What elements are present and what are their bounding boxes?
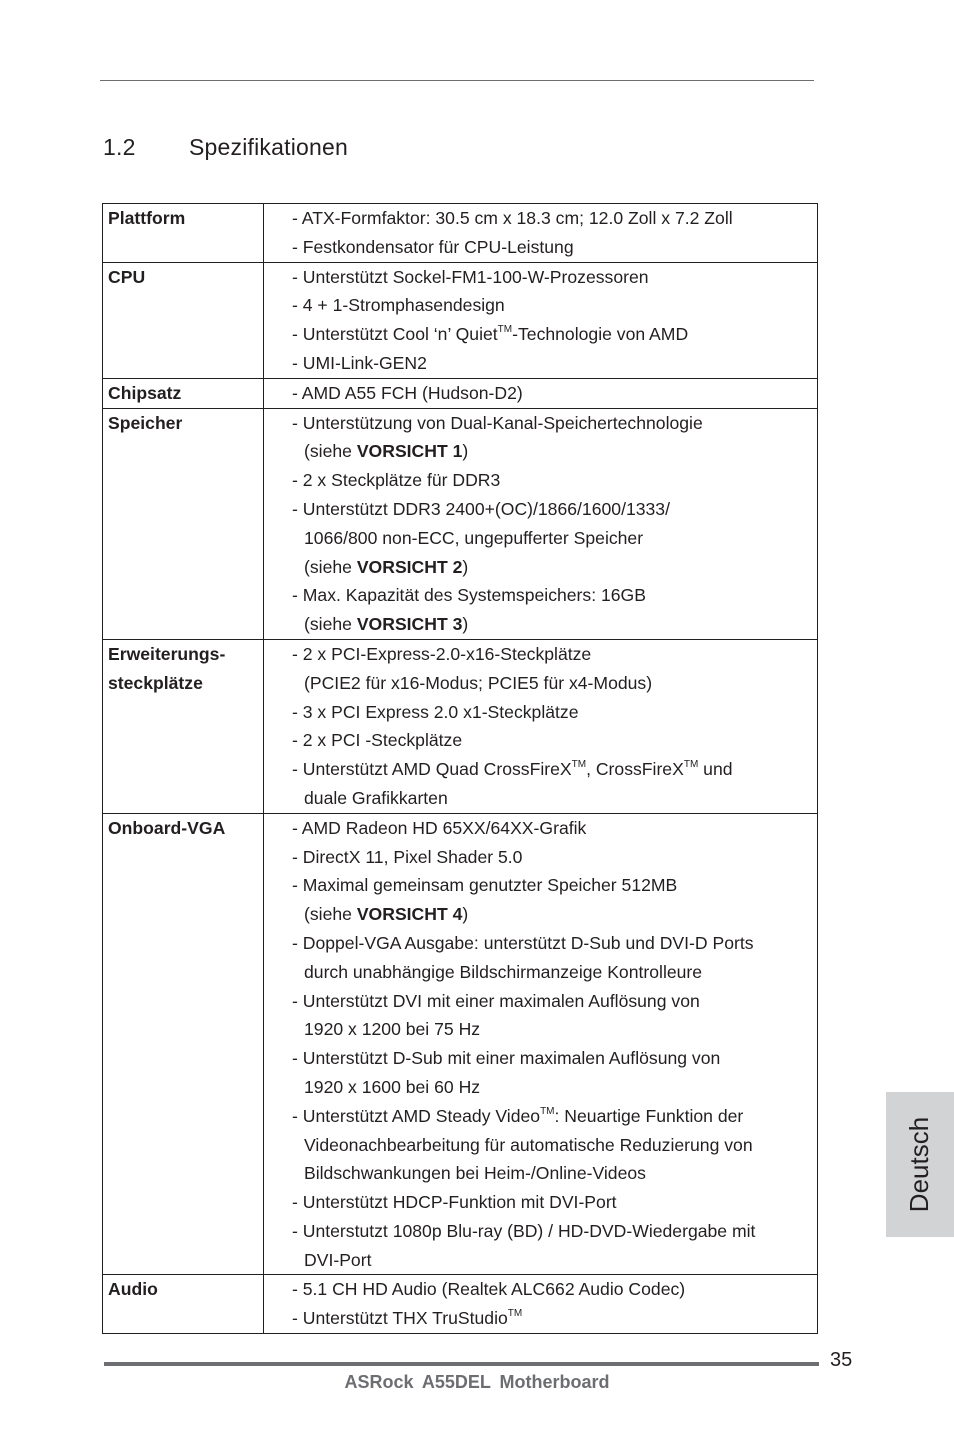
spec-value-line: - 2 x PCI -Steckplätze bbox=[292, 730, 463, 751]
language-tab bbox=[886, 1092, 954, 1237]
spec-value-line: (siehe VORSICHT 2) bbox=[304, 556, 469, 577]
spec-value-line: - Unterstützt HDCP-Funktion mit DVI-Port bbox=[292, 1192, 617, 1213]
spec-row bbox=[103, 262, 818, 378]
spec-label bbox=[103, 1275, 264, 1334]
spec-label bbox=[103, 378, 264, 408]
spec-value-line: - 5.1 CH HD Audio (Realtek ALC662 Audio Codec) bbox=[292, 1279, 686, 1300]
spec-value-line: Videonachbearbeitung für automatische Reduzierung von bbox=[304, 1134, 753, 1155]
spec-row bbox=[103, 378, 818, 408]
spec-label-line: Plattform bbox=[108, 208, 186, 228]
spec-value-line: - UMI-Link-GEN2 bbox=[292, 352, 427, 373]
spec-value-line: - DirectX 11, Pixel Shader 5.0 bbox=[292, 846, 523, 867]
spec-value-line: - Unterstutzt 1080p Blu-ray (BD) / HD-DVD-Wiedergabe mit bbox=[292, 1220, 756, 1241]
spec-value-line: - AMD A55 FCH (Hudson-D2) bbox=[292, 382, 523, 403]
spec-value-line: - Unterstützt AMD Quad CrossFireX™, CrossFireX™ und bbox=[292, 759, 733, 780]
spec-label-line: Chipsatz bbox=[108, 382, 182, 403]
spec-label-line: steckplätze bbox=[108, 672, 203, 693]
spec-values bbox=[264, 262, 818, 378]
spec-value-line: (siehe VORSICHT 1) bbox=[304, 441, 469, 462]
spec-values bbox=[264, 639, 818, 813]
spec-value-line: - 2 x PCI-Express-2.0-x16-Steckplätze bbox=[292, 643, 592, 664]
spec-value-line: - Unterstützt Cool ‘n’ Quiet™-Technologie von AMD bbox=[292, 324, 689, 345]
section-title bbox=[103, 134, 348, 161]
spec-label-line: Onboard-VGA bbox=[108, 817, 226, 838]
spec-value-line: - Unterstützt AMD Steady Video™: Neuartige Funktion der bbox=[292, 1105, 744, 1126]
spec-value-line: (siehe VORSICHT 4) bbox=[304, 904, 469, 925]
spec-row bbox=[103, 1275, 818, 1334]
spec-value-line: - Unterstützung von Dual-Kanal-Speichertechnologie bbox=[292, 412, 703, 433]
spec-label-line: Audio bbox=[108, 1279, 158, 1300]
spec-value-line: duale Grafikkarten bbox=[304, 787, 448, 808]
spec-label bbox=[103, 204, 264, 263]
spec-label bbox=[103, 262, 264, 378]
spec-value-line: durch unabhängige Bildschirmanzeige Kontrolleure bbox=[304, 961, 703, 982]
spec-value-line: - AMD Radeon HD 65XX/64XX-Grafik bbox=[292, 817, 587, 838]
spec-value-line: - Unterstützt THX TruStudio™ bbox=[292, 1308, 523, 1329]
spec-value-line: - Unterstützt DDR3 2400+(OC)/1866/1600/1333/ bbox=[292, 498, 670, 519]
spec-label bbox=[103, 408, 264, 639]
spec-values bbox=[264, 204, 818, 263]
spec-row bbox=[103, 639, 818, 813]
spec-row bbox=[103, 813, 818, 1275]
spec-table bbox=[102, 203, 818, 1334]
page-number: 35 bbox=[830, 1349, 853, 1371]
spec-label bbox=[103, 639, 264, 813]
section-title-text: Spezifikationen bbox=[189, 134, 348, 160]
spec-values bbox=[264, 813, 818, 1275]
spec-value-line: - 4 + 1-Stromphasendesign bbox=[292, 295, 505, 316]
spec-value-line: - 3 x PCI Express 2.0 x1-Steckplätze bbox=[292, 701, 579, 722]
spec-label-line: Speicher bbox=[108, 412, 183, 433]
spec-value-line: - Maximal gemeinsam genutzter Speicher 512MB bbox=[292, 875, 678, 896]
spec-values bbox=[264, 1275, 818, 1334]
footer-title: ASRock A55DEL Motherboard bbox=[344, 1372, 610, 1392]
spec-label bbox=[103, 813, 264, 1275]
spec-value-line: - Doppel-VGA Ausgabe: unterstützt D-Sub und DVI-D Ports bbox=[292, 932, 754, 953]
spec-value-line: (siehe VORSICHT 3) bbox=[304, 614, 469, 635]
spec-value-line: (PCIE2 für x16-Modus; PCIE5 für x4-Modus) bbox=[304, 672, 653, 693]
spec-value-line: - Festkondensator für CPU-Leistung bbox=[292, 236, 574, 257]
spec-value-line: - Unterstützt DVI mit einer maximalen Auflösung von bbox=[292, 990, 700, 1011]
spec-value-line: - ATX-Formfaktor: 30.5 cm x 18.3 cm; 12.0 Zoll x 7.2 Zoll bbox=[292, 208, 733, 228]
spec-value-line: 1920 x 1600 bei 60 Hz bbox=[304, 1076, 481, 1097]
spec-value-line: Bildschwankungen bei Heim-/Online-Videos bbox=[304, 1163, 646, 1184]
spec-value-line: - Unterstützt D-Sub mit einer maximalen Auflösung von bbox=[292, 1048, 721, 1069]
top-rule bbox=[100, 80, 814, 81]
spec-label-line: Erweiterungs- bbox=[108, 643, 226, 664]
spec-value-line: DVI-Port bbox=[304, 1249, 372, 1270]
spec-values bbox=[264, 408, 818, 639]
bottom-rule bbox=[104, 1362, 819, 1366]
spec-value-line: 1920 x 1200 bei 75 Hz bbox=[304, 1019, 481, 1040]
spec-values bbox=[264, 378, 818, 408]
spec-label-line: CPU bbox=[108, 266, 146, 287]
spec-row bbox=[103, 408, 818, 639]
section-number: 1.2 bbox=[103, 134, 136, 160]
spec-table-body bbox=[103, 204, 818, 1334]
spec-value-line: - Max. Kapazität des Systemspeichers: 16GB bbox=[292, 585, 646, 606]
spec-value-line: - Unterstützt Sockel-FM1-100-W-Prozessoren bbox=[292, 266, 649, 287]
spec-value-line: 1066/800 non-ECC, ungepufferter Speicher bbox=[304, 527, 644, 548]
spec-value-line: - 2 x Steckplätze für DDR3 bbox=[292, 470, 501, 491]
language-tab-label: Deutsch bbox=[904, 1116, 935, 1213]
spec-row bbox=[103, 204, 818, 263]
